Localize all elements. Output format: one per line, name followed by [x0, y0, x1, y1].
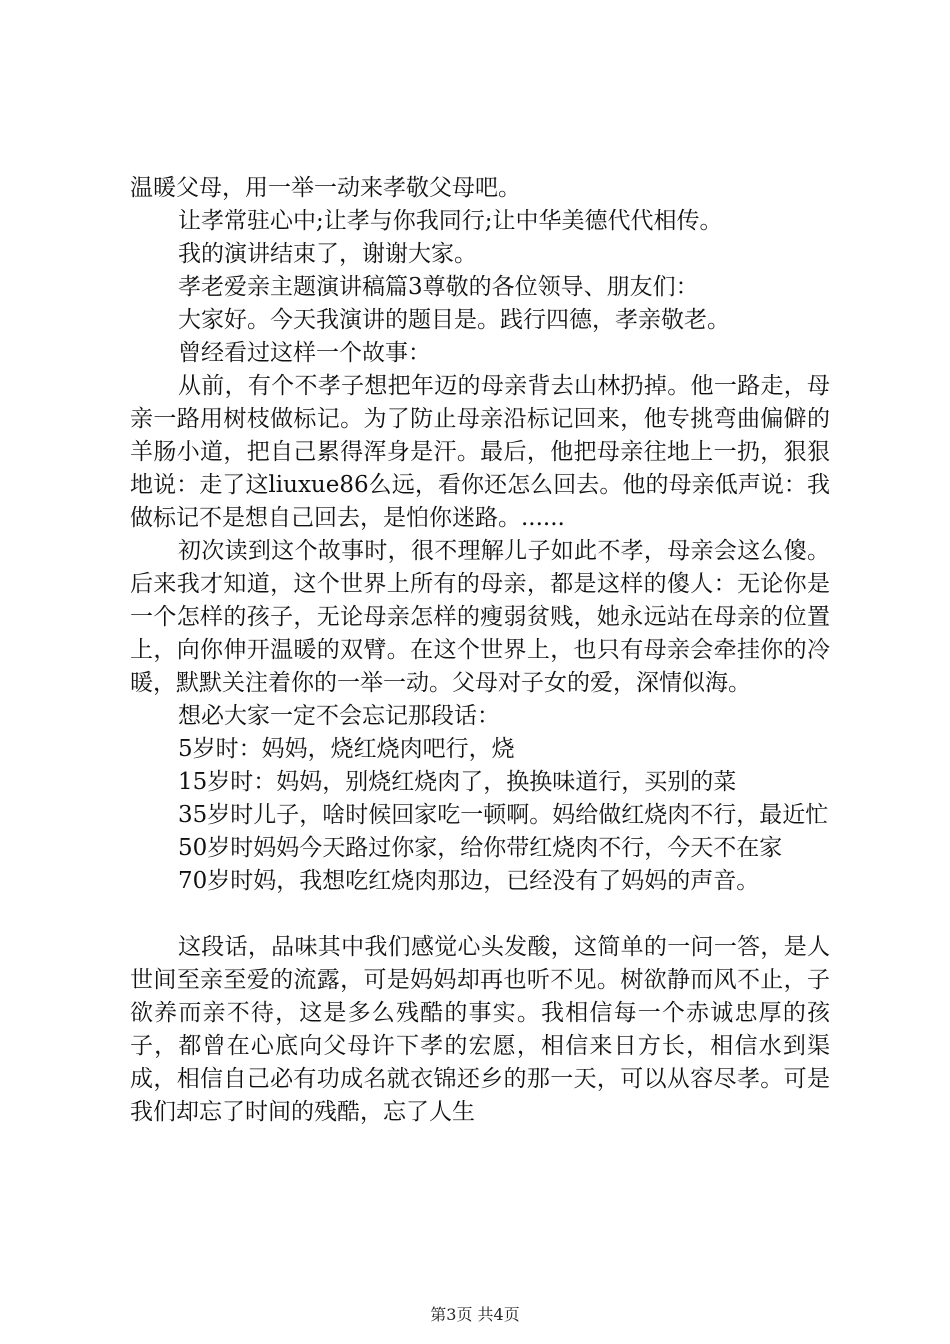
paragraph: 从前，有个不孝子想把年迈的母亲背去山林扔掉。他一路走，母亲一路用树枝做标记。为了防止母亲沿标记回来，他专挑弯曲偏僻的羊肠小道，把自己累得浑身是汗。最后，他把母亲往地上一扔，狠狠地说：走了这liuxue86么远，看你还怎么回去。他的母亲低声说：我做标记不是想自己回去，是怕你迷路。......: [130, 373, 830, 531]
quote-line: 15岁时：妈妈，别烧红烧肉了，换换味道行，买别的菜: [178, 769, 737, 795]
paragraph-gap: [130, 898, 830, 931]
section-heading: 孝老爱亲主题演讲稿篇3尊敬的各位领导、朋友们：: [178, 274, 699, 300]
paragraph: 曾经看过这样一个故事：: [178, 340, 431, 366]
quote-line: 35岁时儿子，啥时候回家吃一顿啊。妈给做红烧肉不行，最近忙: [178, 802, 829, 828]
paragraph: 大家好。今天我演讲的题目是。践行四德，孝亲敬老。: [178, 307, 730, 333]
document-body: [130, 172, 830, 1129]
paragraph: 我的演讲结束了，谢谢大家。: [178, 241, 477, 267]
paragraph: 这段话，品味其中我们感觉心头发酸，这简单的一问一答，是人世间至亲至爱的流露，可是妈妈却再也听不见。树欲静而风不止，子欲养而亲不待，这是多么残酷的事实。我相信每一个赤诚忠厚的孩子，都曾在心底向父母许下孝的宏愿，相信来日方长，相信水到渠成，相信自己必有功成名就衣锦还乡的那一天，可以从容尽孝。可是我们却忘了时间的残酷，忘了人生: [130, 934, 830, 1125]
quote-line: 50岁时妈妈今天路过你家，给你带红烧肉不行，今天不在家: [178, 835, 783, 861]
paragraph-continuation: 温暖父母，用一举一动来孝敬父母吧。: [130, 175, 521, 201]
page-footer: 第3页 共4页: [430, 1305, 520, 1324]
quote-line: 5岁时：妈妈，烧红烧肉吧行，烧: [178, 736, 515, 762]
quote-line: 70岁时妈，我想吃红烧肉那边，已经没有了妈妈的声音。: [178, 868, 760, 894]
paragraph: 想必大家一定不会忘记那段话：: [178, 703, 500, 729]
paragraph: 让孝常驻心中;让孝与你我同行;让中华美德代代相传。: [178, 208, 723, 234]
paragraph: 初次读到这个故事时，很不理解儿子如此不孝，母亲会这么傻。后来我才知道，这个世界上所有的母亲，都是这样的傻人：无论你是一个怎样的孩子，无论母亲怎样的瘦弱贫贱，她永远站在母亲的位置上，向你伸开温暖的双臂。在这个世界上，也只有母亲会牵挂你的冷暖，默默关注着你的一举一动。父母对子女的爱，深情似海。: [130, 538, 830, 696]
